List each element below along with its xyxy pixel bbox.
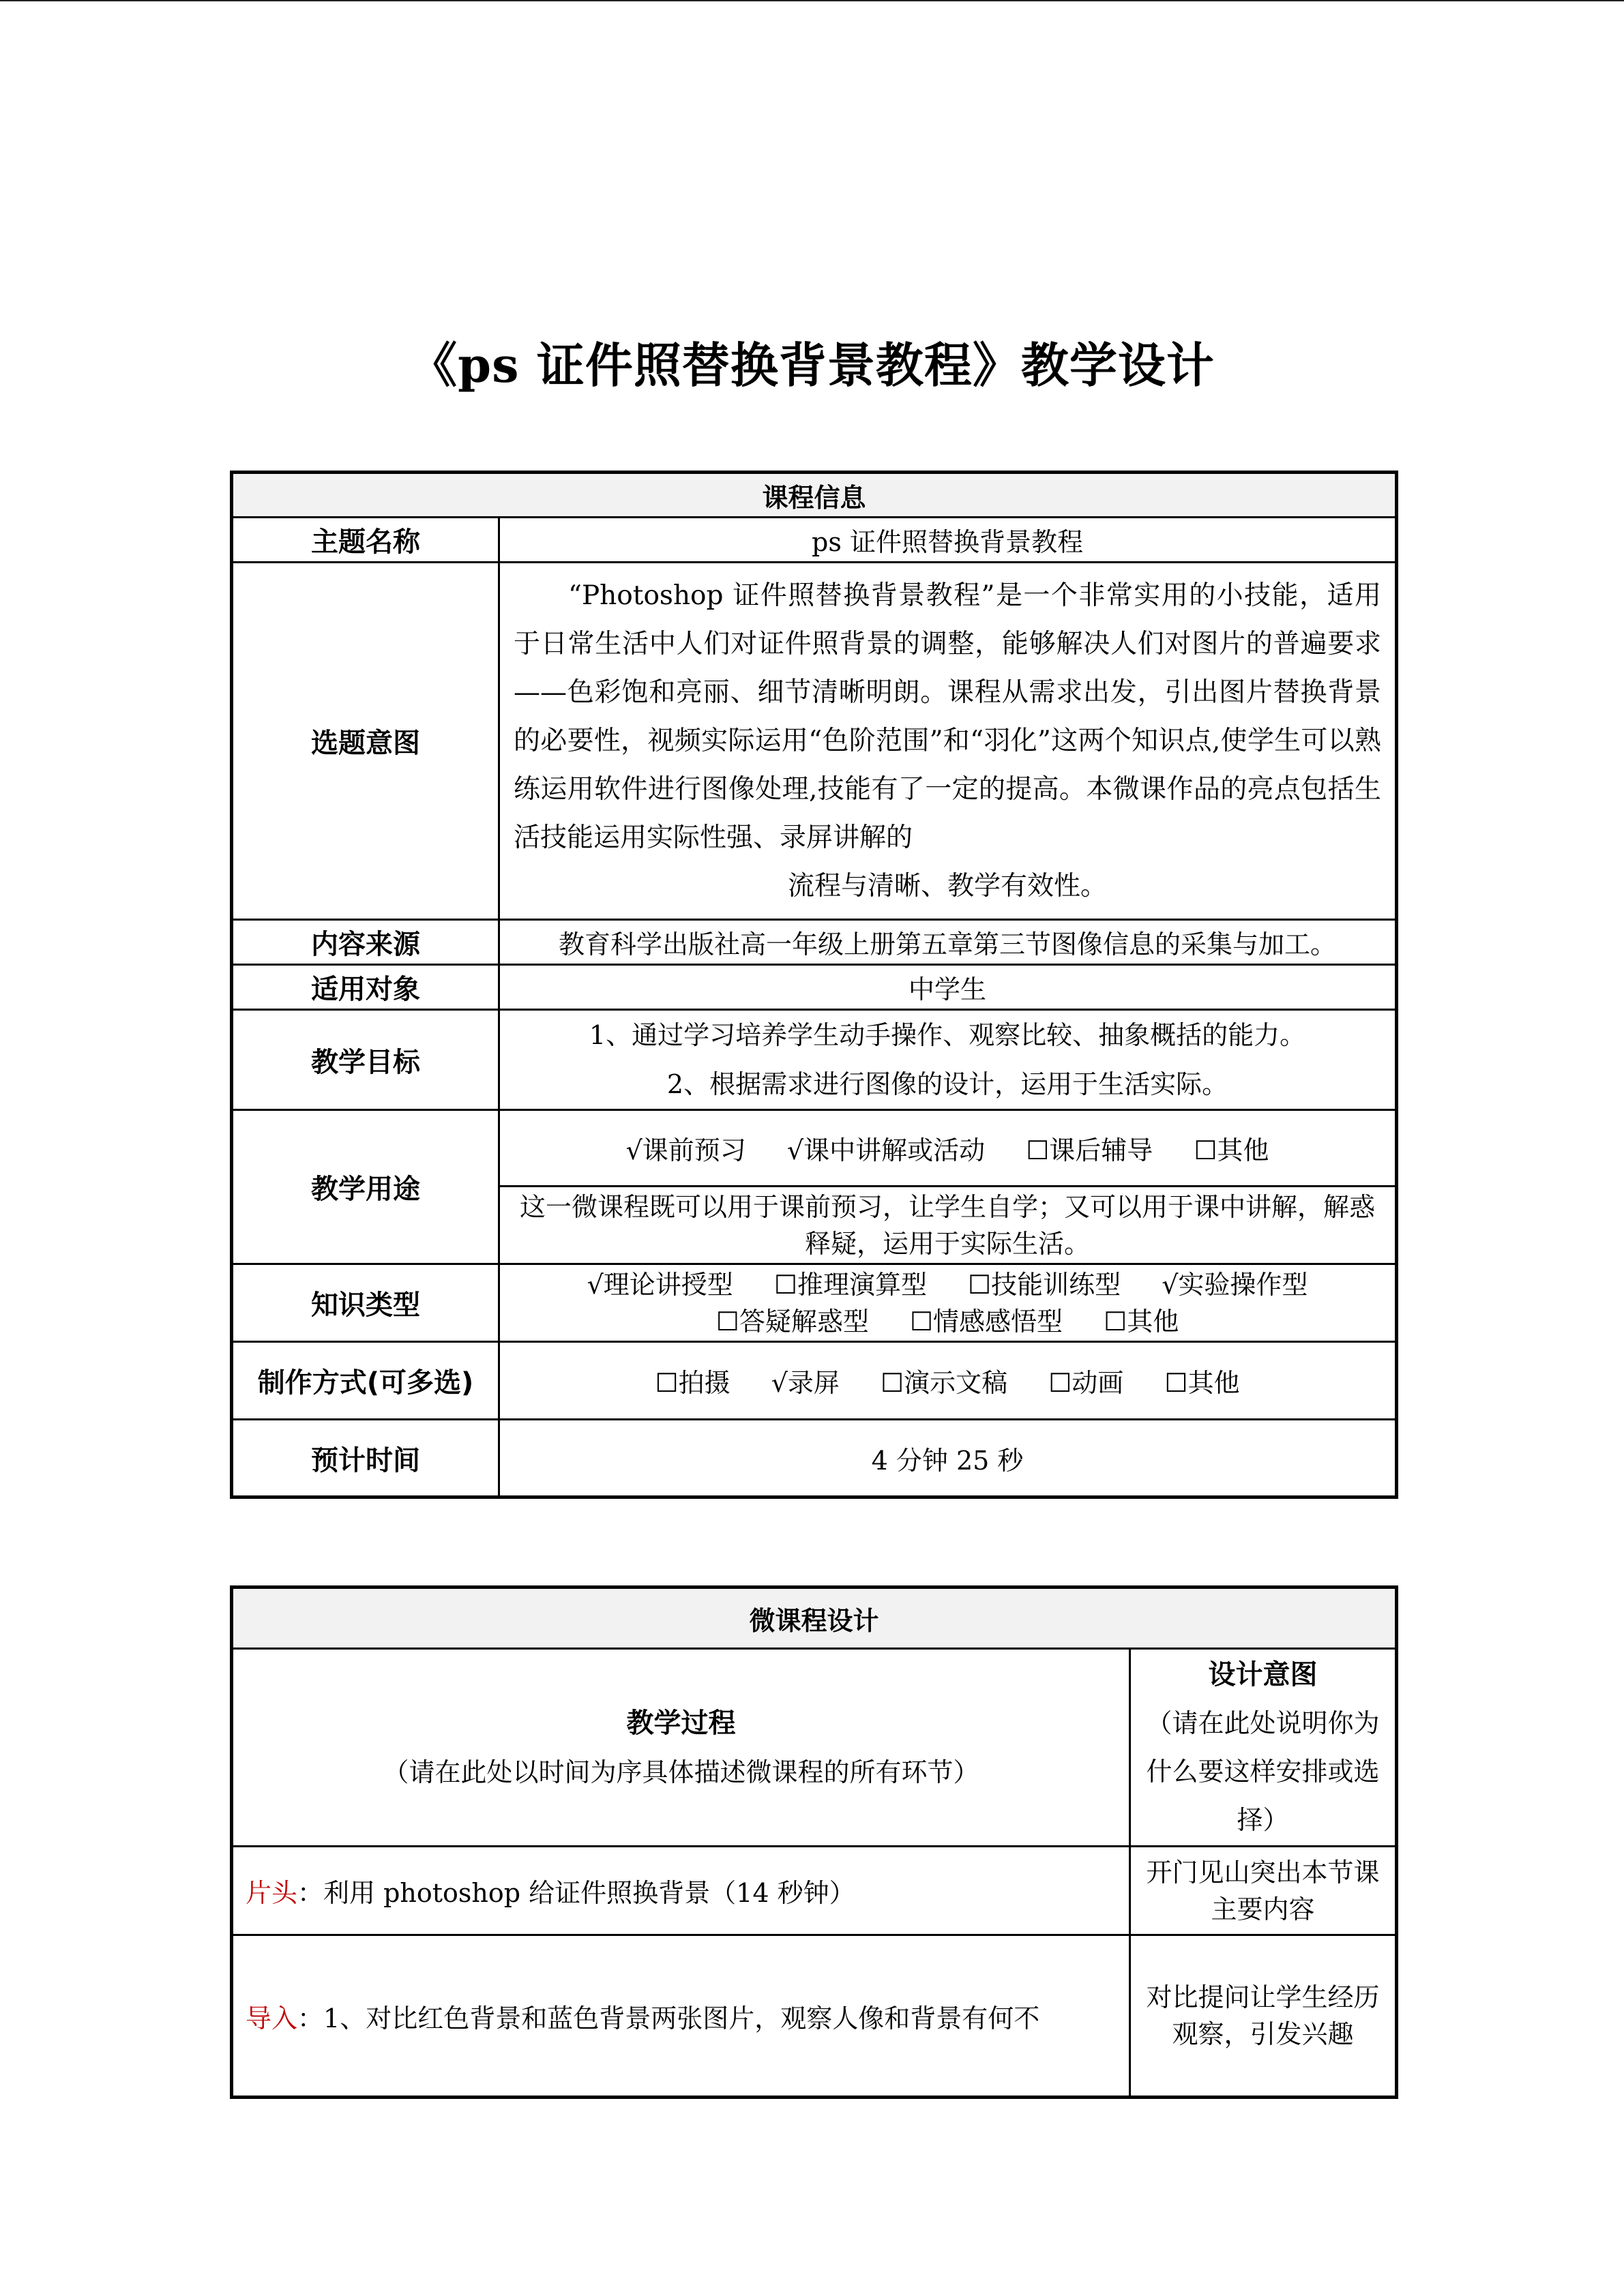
audience-label: 适用对象 <box>232 965 499 1010</box>
knowledge-option-experiment: √实验操作型 <box>1162 1269 1308 1300</box>
top-border-line <box>0 0 1624 1</box>
goal-item-2: 2、根据需求进行图像的设计，运用于生活实际。 <box>666 1069 1228 1099</box>
process-title: 教学过程 <box>626 1707 736 1739</box>
source-label: 内容来源 <box>232 920 499 965</box>
intent-last-line: 流程与清晰、教学有效性。 <box>788 871 1108 901</box>
time-value: 4 分钟 25 秒 <box>499 1420 1397 1497</box>
process-hint: （请在此处以时间为序具体描述微课程的所有环节） <box>383 1757 979 1787</box>
knowledge-option-theory: √理论讲授型 <box>587 1269 733 1300</box>
audience-value: 中学生 <box>499 965 1397 1010</box>
intent-row-intro: 对比提问让学生经历观察，引发兴趣 <box>1130 1935 1397 2098</box>
source-value: 教育科学出版社高一年级上册第五章第三节图像信息的采集与加工。 <box>499 920 1397 965</box>
knowledge-option-reasoning: ☐推理演算型 <box>773 1269 927 1300</box>
production-options <box>499 1342 1397 1420</box>
intent-row-opening: 开门见山突出本节课主要内容 <box>1130 1847 1397 1935</box>
intent-cell <box>499 563 1397 920</box>
intro-text: ：1、对比红色背景和蓝色背景两张图片，观察人像和背景有何不 <box>297 2003 1040 2033</box>
goal-item-1: 1、通过学习培养学生动手操作、观察比较、抽象概括的能力。 <box>589 1020 1306 1050</box>
micro-design-table <box>230 1585 1398 2099</box>
process-row-intro <box>232 1935 1130 2098</box>
course-info-table <box>230 471 1398 1499</box>
knowledge-option-skill: ☐技能训练型 <box>968 1269 1121 1300</box>
production-option-animation: ☐动画 <box>1048 1368 1124 1398</box>
design-intent-title: 设计意图 <box>1208 1658 1318 1690</box>
production-label: 制作方式(可多选) <box>232 1342 499 1420</box>
process-row-opening <box>232 1847 1130 1935</box>
usage-options <box>499 1110 1397 1187</box>
usage-option-class: √课中讲解或活动 <box>786 1135 986 1165</box>
design-intent-hint: （请在此处说明你为什么要这样安排或选择） <box>1146 1708 1380 1835</box>
topic-value: ps 证件照替换背景教程 <box>499 518 1397 563</box>
usage-option-preview: √课前预习 <box>625 1135 746 1165</box>
goal-label: 教学目标 <box>232 1010 499 1110</box>
goal-cell <box>499 1010 1397 1110</box>
intent-text: “Photoshop 证件照替换背景教程”是一个非常实用的小技能，适用于日常生活中人们对证件照背景的调整，能够解决人们对图片的普遍要求——色彩饱和亮丽、细节清晰明朗。课程从需求出发，引出图片替换背景的必要性，视频实际运用“色阶范围”和“羽化”这两个知识点,使学生可以熟练运用软件进行图像处理,技能有了一定的提高。本微课作品的亮点包括生活技能运用实际性强、录屏讲解的 <box>514 580 1382 853</box>
process-head-cell <box>232 1649 1130 1847</box>
usage-note: 这一微课程既可以用于课前预习，让学生自学；又可以用于课中讲解，解惑释疑，运用于实际生活。 <box>499 1187 1397 1264</box>
intro-label: 导入 <box>246 2003 298 2033</box>
topic-label: 主题名称 <box>232 518 499 563</box>
course-info-header: 课程信息 <box>232 473 1397 518</box>
usage-option-other: ☐其他 <box>1194 1135 1269 1165</box>
knowledge-options <box>499 1264 1397 1342</box>
document-title: 《ps 证件照替换背景教程》教学设计 <box>409 337 1215 393</box>
time-label: 预计时间 <box>232 1420 499 1497</box>
production-option-screen: √录屏 <box>771 1368 840 1398</box>
production-option-slides: ☐演示文稿 <box>881 1368 1008 1398</box>
usage-label: 教学用途 <box>232 1110 499 1264</box>
knowledge-option-emotion: ☐情感感悟型 <box>909 1306 1063 1337</box>
usage-option-tutoring: ☐课后辅导 <box>1026 1135 1153 1165</box>
production-option-other: ☐其他 <box>1164 1368 1240 1398</box>
intent-label: 选题意图 <box>232 563 499 920</box>
knowledge-option-qa: ☐答疑解惑型 <box>715 1306 869 1337</box>
opening-text: ：利用 photoshop 给证件照换背景（14 秒钟） <box>297 1878 855 1908</box>
knowledge-option-other: ☐其他 <box>1104 1306 1179 1337</box>
design-intent-head-cell <box>1130 1649 1397 1847</box>
opening-label: 片头 <box>246 1878 298 1908</box>
knowledge-label: 知识类型 <box>232 1264 499 1342</box>
micro-design-header: 微课程设计 <box>232 1587 1397 1649</box>
production-option-shoot: ☐拍摄 <box>655 1368 730 1398</box>
